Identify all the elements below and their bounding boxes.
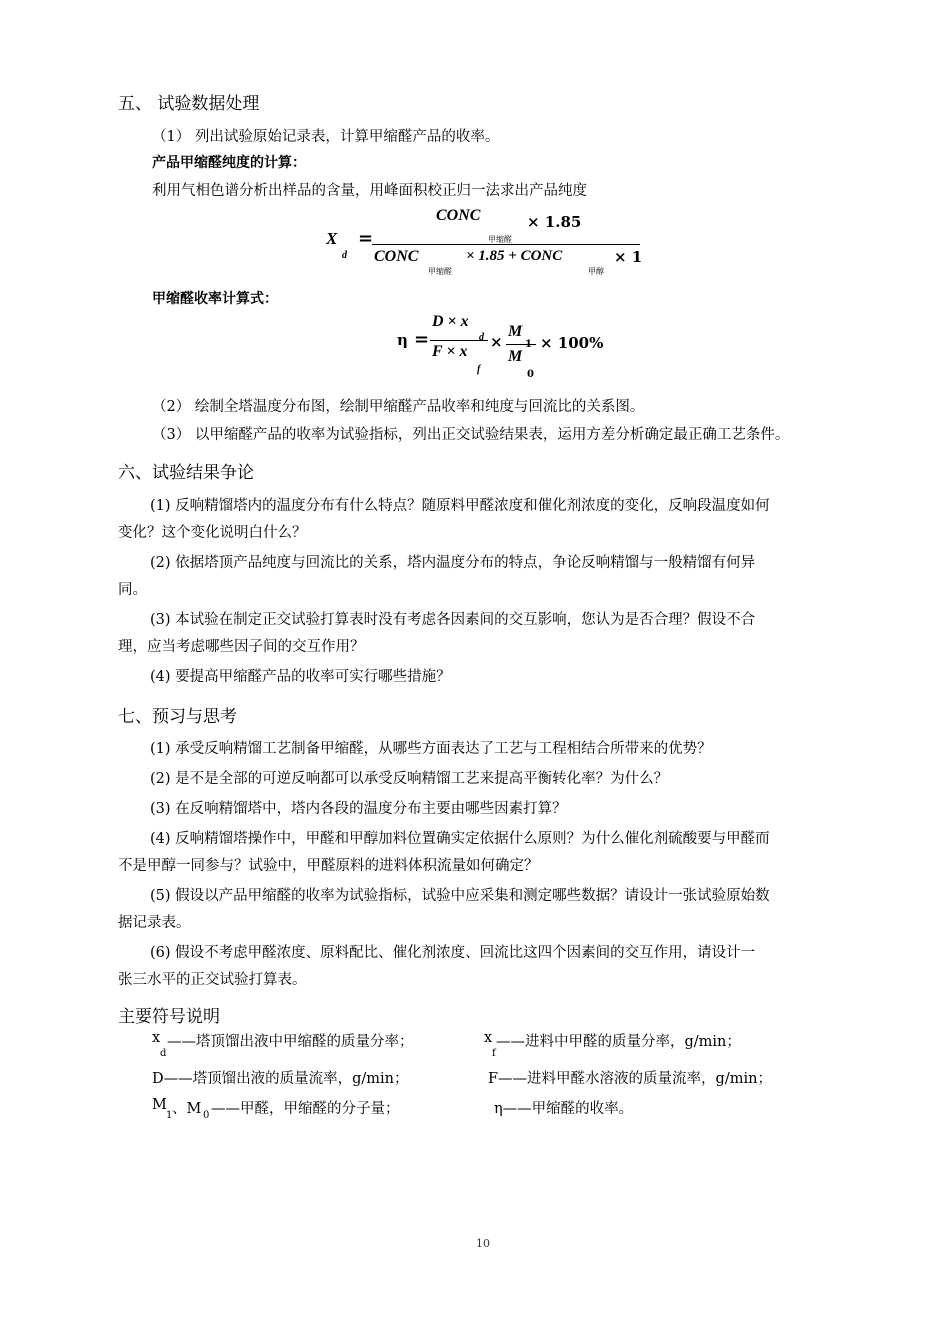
purity-den-conc-1: CONC xyxy=(374,248,419,265)
yield-num: D × x xyxy=(432,313,469,330)
symbol-xd-desc: ——塔顶馏出液中甲缩醛的质量分率； xyxy=(167,1034,414,1050)
symbol-F: F——进料甲醛水溶液的质量流率，g/min； xyxy=(488,1071,772,1087)
symbol-xf-letter: x xyxy=(484,1030,493,1046)
yield-m-den: M xyxy=(508,348,523,365)
preview-p5-line-2: 据记录表。 xyxy=(118,915,191,931)
symbols-heading: 主要符号说明 xyxy=(118,1007,220,1027)
symbol-M0-letter: 、M xyxy=(172,1101,202,1117)
discussion-q3-line-2: 理，应当考虑哪些因子间的交互作用？ xyxy=(118,639,365,655)
section-5-item-2: （2） 绘制全塔温度分布图，绘制甲缩醛产品收率和纯度与回流比的关系图。 xyxy=(152,399,645,415)
yield-m-num: M xyxy=(508,323,523,340)
yield-m-num-sub: 1 xyxy=(525,339,532,350)
discussion-q2-line-1: (2) 依据塔顶产品纯度与回流比的关系，塔内温度分布的特点，争论反响精馏与一般精馏有何异 xyxy=(150,555,756,571)
preview-p4-line-1: (4) 反响精馏塔操作中，甲醛和甲醇加料位置确实定依据什么原则？为什么催化剂硫酸要与甲醛而 xyxy=(150,831,770,847)
section-6-heading: 六、试验结果争论 xyxy=(118,463,254,483)
symbol-M0-sub: 0 xyxy=(203,1110,210,1121)
discussion-q1-line-2: 变化？这个变化说明白什么？ xyxy=(118,525,307,541)
yield-equals: = xyxy=(414,329,430,350)
preview-p4-line-2: 不是甲醇一同参与？试验中，甲醛原料的进料体积流量如何确定？ xyxy=(118,858,539,874)
purity-label: 产品甲缩醛纯度的计算： xyxy=(152,155,306,171)
section-7-heading: 七、预习与思考 xyxy=(118,707,237,727)
symbol-D: D——塔顶馏出液的质量流率，g/min； xyxy=(152,1071,409,1087)
yield-tail: × 100% xyxy=(540,334,604,352)
symbol-xf-sub: f xyxy=(492,1048,496,1059)
yield-den-sub: f xyxy=(477,364,481,375)
purity-den-end: × 1 xyxy=(614,248,643,266)
purity-den-sub-1: 甲缩醛 xyxy=(428,267,452,276)
purity-fraction-bar xyxy=(372,244,640,245)
purity-description: 利用气相色谱分析出样品的含量，用峰面积校正归一法求出产品纯度 xyxy=(152,183,587,199)
purity-lhs: X xyxy=(326,229,338,248)
symbol-xd-letter: x xyxy=(152,1030,161,1046)
preview-p3-line-1: (3) 在反响精馏塔中，塔内各段的温度分布主要由哪些因素打算？ xyxy=(150,801,567,817)
purity-num-factor: × 1.85 xyxy=(527,213,582,231)
yield-lhs: η xyxy=(397,331,408,349)
preview-p5-line-1: (5) 假设以产品甲缩醛的收率为试验指标，试验中应采集和测定哪些数据？请设计一张试验原始数 xyxy=(150,888,770,904)
symbol-xd-sub: d xyxy=(160,1048,167,1059)
symbol-xf-desc: ——进料中甲醛的质量分率，g/min； xyxy=(496,1034,741,1050)
purity-num-conc: CONC xyxy=(436,207,481,224)
discussion-q3-line-1: (3) 本试验在制定正交试验打算表时没有考虑各因素间的交互影响，您认为是否合理？假设不合 xyxy=(150,612,756,628)
symbol-eta: η——甲缩醛的收率。 xyxy=(494,1101,634,1117)
section-5-item-3: （3） 以甲缩醛产品的收率为试验指标，列出正交试验结果表，运用方差分析确定最正确工艺条件。 xyxy=(152,427,790,443)
page-number: 10 xyxy=(476,1237,490,1250)
preview-p6-line-2: 张三水平的正交试验打算表。 xyxy=(118,972,307,988)
symbol-M1-sub: 1 xyxy=(166,1110,173,1121)
yield-den: F × x xyxy=(432,343,468,360)
purity-equals: = xyxy=(358,228,374,249)
purity-num-sub: 甲缩醛 xyxy=(488,235,512,244)
purity-lhs-sub: d xyxy=(342,250,347,261)
preview-p6-line-1: (6) 假设不考虑甲醛浓度、原料配比、催化剂浓度、回流比这四个因素间的交互作用，请设计一 xyxy=(150,945,756,961)
section-5-item-1: （1） 列出试验原始记录表，计算甲缩醛产品的收率。 xyxy=(152,129,500,145)
yield-fraction-bar xyxy=(430,340,488,341)
symbol-M1-letter: M xyxy=(152,1097,167,1113)
discussion-q1-line-1: (1) 反响精馏塔内的温度分布有什么特点？随原料甲醛浓度和催化剂浓度的变化，反响段温度如何 xyxy=(150,498,770,514)
yield-m-den-sub: 0 xyxy=(527,369,534,380)
yield-times: × xyxy=(490,333,503,351)
purity-den-mid: × 1.85 + CONC xyxy=(466,248,563,264)
purity-den-sub-2: 甲醇 xyxy=(588,267,604,276)
discussion-q2-line-2: 同。 xyxy=(118,582,147,598)
symbol-M-desc: ——甲醛，甲缩醛的分子量； xyxy=(211,1101,400,1117)
yield-label: 甲缩醛收率计算式： xyxy=(152,291,278,307)
preview-p1-line-1: (1) 承受反响精馏工艺制备甲缩醛，从哪些方面表达了工艺与工程相结合所带来的优势？ xyxy=(150,741,712,757)
section-5-heading: 五、 试验数据处理 xyxy=(118,94,260,114)
discussion-q4-line-1: (4) 要提高甲缩醛产品的收率可实行哪些措施？ xyxy=(150,669,451,685)
yield-m-fraction-bar xyxy=(506,344,536,345)
yield-num-sub: d xyxy=(479,332,484,343)
preview-p2-line-1: (2) 是不是全部的可逆反响都可以承受反响精馏工艺来提高平衡转化率？为什么？ xyxy=(150,771,669,787)
